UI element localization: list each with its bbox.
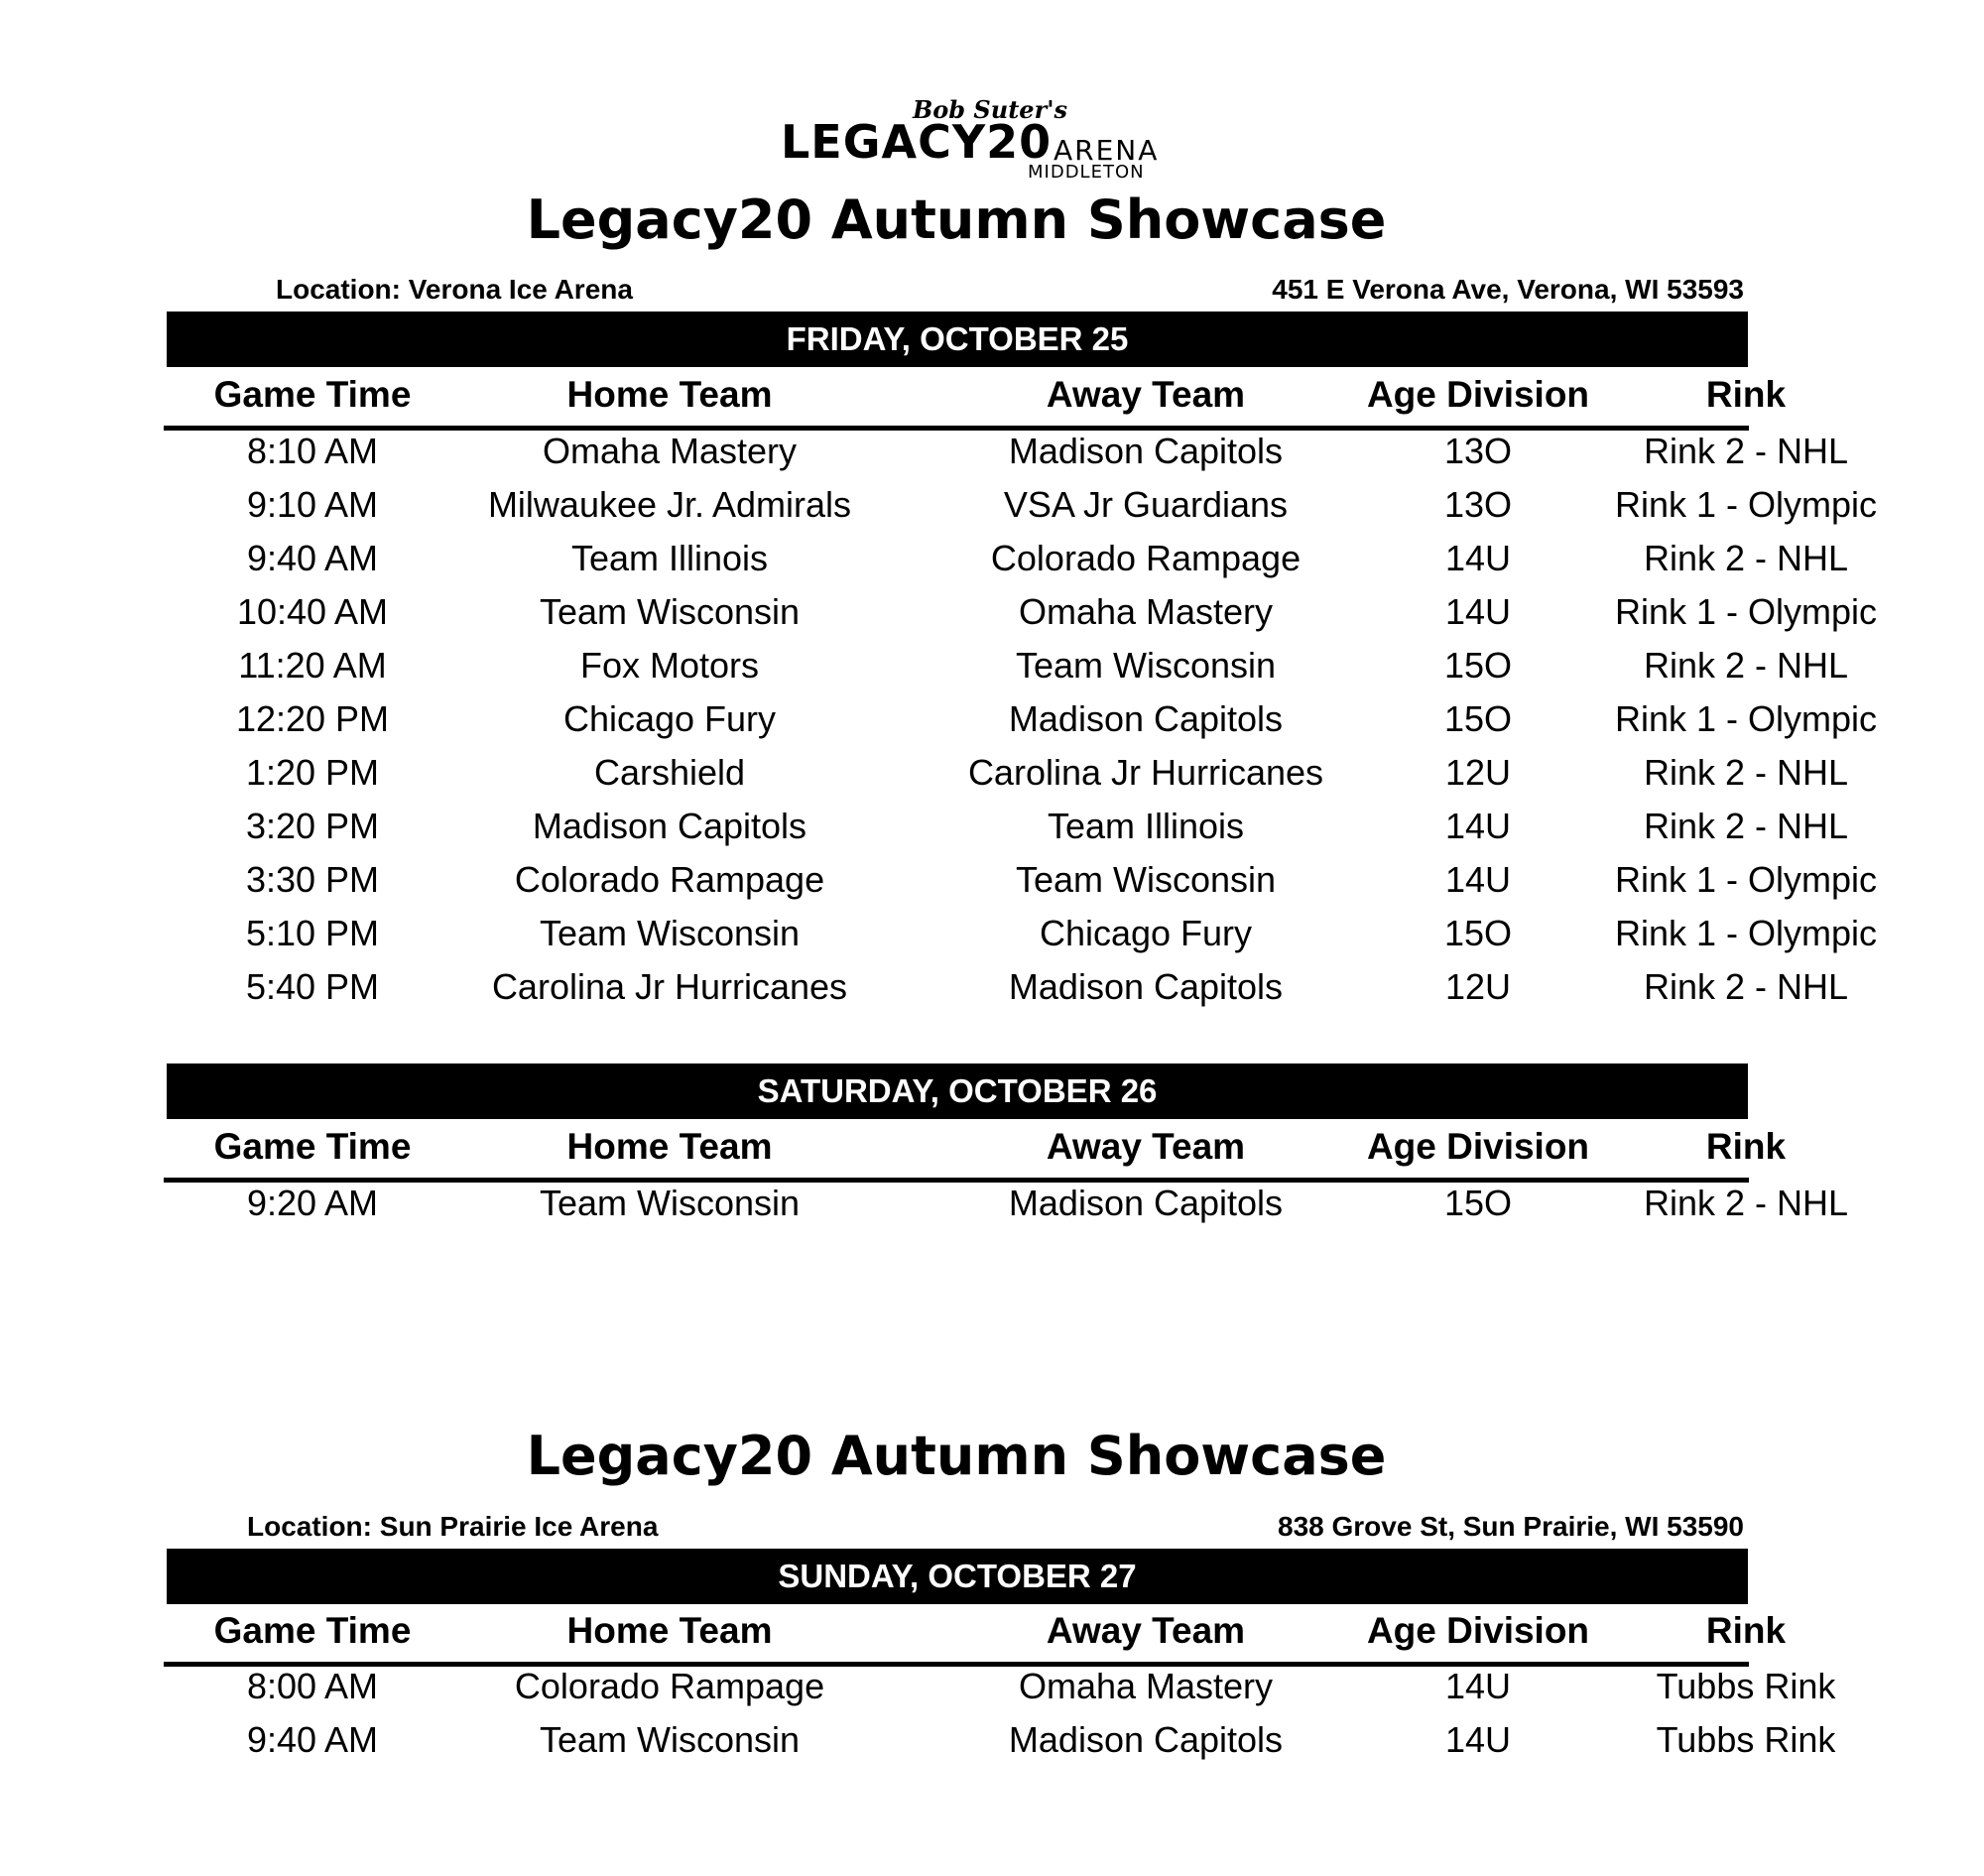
away-team: Madison Capitols: [1008, 431, 1284, 471]
game-row: [164, 639, 1849, 692]
location-address: 451 E Verona Ave, Verona, WI 53593: [1272, 274, 1744, 305]
game-time: 9:10 AM: [246, 484, 379, 525]
age-division: 15O: [1443, 645, 1513, 686]
rink: Rink 1 - Olympic: [1614, 913, 1878, 953]
day-header: FRIDAY, OCTOBER 25: [167, 312, 1748, 367]
away-team: Carolina Jr Hurricanes: [967, 752, 1324, 793]
age-division: 13O: [1443, 484, 1513, 525]
col-home-team: Home Team: [566, 1126, 773, 1167]
game-time: 9:40 AM: [246, 1719, 379, 1760]
home-team: Madison Capitols: [532, 806, 807, 846]
rink: Tubbs Rink: [1656, 1666, 1836, 1706]
col-away-team: Away Team: [1046, 1126, 1246, 1167]
rink: Rink 2 - NHL: [1643, 752, 1849, 793]
game-time: 9:20 AM: [246, 1183, 379, 1223]
game-row: [164, 1713, 1836, 1767]
rink: Rink 1 - Olympic: [1614, 859, 1878, 900]
game-row: [164, 800, 1849, 853]
rink: Rink 2 - NHL: [1643, 1183, 1849, 1223]
home-team: Chicago Fury: [562, 698, 777, 739]
day-header: SATURDAY, OCTOBER 26: [167, 1063, 1748, 1119]
age-division: 12U: [1444, 752, 1512, 793]
col-home-team: Home Team: [566, 374, 773, 415]
game-time: 5:10 PM: [245, 913, 380, 953]
home-team: Colorado Rampage: [514, 859, 825, 900]
col-rink: Rink: [1705, 374, 1787, 415]
home-team: Team Wisconsin: [539, 591, 801, 632]
age-division: 13O: [1443, 431, 1513, 471]
col-away-team: Away Team: [1046, 374, 1246, 415]
game-row: [164, 692, 1878, 746]
game-time: 10:40 AM: [236, 591, 389, 632]
game-time: 3:30 PM: [245, 859, 380, 900]
away-team: Madison Capitols: [1008, 1719, 1284, 1760]
logo-brand: LEGACY20: [781, 115, 1053, 169]
away-team: Madison Capitols: [1008, 966, 1284, 1007]
game-time: 11:20 AM: [238, 645, 387, 686]
game-time: 8:10 AM: [246, 431, 379, 471]
game-row: [164, 1177, 1849, 1230]
col-game-time: Game Time: [213, 1126, 412, 1167]
game-row: [164, 532, 1849, 585]
away-team: Team Illinois: [1047, 806, 1245, 846]
age-division: 14U: [1444, 591, 1512, 632]
game-time: 9:40 AM: [246, 538, 379, 578]
rink: Rink 2 - NHL: [1643, 645, 1849, 686]
game-time: 8:00 AM: [246, 1666, 379, 1706]
away-team: Omaha Mastery: [1018, 1666, 1274, 1706]
arena-logo: [781, 95, 1182, 185]
rink: Rink 2 - NHL: [1643, 431, 1849, 471]
game-row: [164, 960, 1849, 1014]
column-header-row: [164, 1116, 1787, 1183]
age-division: 12U: [1444, 966, 1512, 1007]
game-row: [164, 907, 1878, 960]
home-team: Team Wisconsin: [539, 1183, 801, 1223]
rink: Rink 2 - NHL: [1643, 966, 1849, 1007]
away-team: Colorado Rampage: [990, 538, 1302, 578]
logo-arena: ARENA: [1054, 134, 1160, 167]
location-name: Location: Verona Ice Arena: [276, 274, 633, 305]
away-team: VSA Jr Guardians: [1003, 484, 1289, 525]
game-time: 1:20 PM: [245, 752, 380, 793]
game-time: 3:20 PM: [245, 806, 380, 846]
rink: Rink 1 - Olympic: [1614, 698, 1878, 739]
event-title: Legacy20 Autumn Showcase: [526, 188, 1387, 251]
away-team: Chicago Fury: [1039, 913, 1253, 953]
home-team: Team Illinois: [570, 538, 769, 578]
rink: Rink 1 - Olympic: [1614, 484, 1878, 525]
age-division: 15O: [1443, 698, 1513, 739]
age-division: 14U: [1444, 1666, 1512, 1706]
location-name: Location: Sun Prairie Ice Arena: [247, 1511, 659, 1542]
home-team: Carolina Jr Hurricanes: [491, 966, 848, 1007]
day-header: SUNDAY, OCTOBER 27: [167, 1549, 1748, 1604]
game-time: 12:20 PM: [235, 698, 390, 739]
col-away-team: Away Team: [1046, 1610, 1246, 1651]
game-row: [164, 1660, 1836, 1713]
game-row: [164, 746, 1849, 800]
home-team: Team Wisconsin: [539, 1719, 801, 1760]
game-row: [164, 425, 1849, 478]
col-rink: Rink: [1705, 1610, 1787, 1651]
age-division: 14U: [1444, 1719, 1512, 1760]
col-age-division: Age Division: [1366, 1610, 1590, 1651]
location-address: 838 Grove St, Sun Prairie, WI 53590: [1278, 1511, 1744, 1542]
col-rink: Rink: [1705, 1126, 1787, 1167]
away-team: Madison Capitols: [1008, 1183, 1284, 1223]
home-team: Team Wisconsin: [539, 913, 801, 953]
col-age-division: Age Division: [1366, 1126, 1590, 1167]
age-division: 15O: [1443, 1183, 1513, 1223]
game-row: [164, 585, 1878, 639]
col-age-division: Age Division: [1366, 374, 1590, 415]
away-team: Team Wisconsin: [1015, 859, 1277, 900]
home-team: Carshield: [593, 752, 746, 793]
event-title: Legacy20 Autumn Showcase: [526, 1425, 1387, 1487]
away-team: Omaha Mastery: [1018, 591, 1274, 632]
column-header-row: [164, 364, 1787, 431]
col-home-team: Home Team: [566, 1610, 773, 1651]
rink: Rink 2 - NHL: [1643, 538, 1849, 578]
rink: Rink 1 - Olympic: [1614, 591, 1878, 632]
rink: Rink 2 - NHL: [1643, 806, 1849, 846]
home-team: Omaha Mastery: [542, 431, 798, 471]
game-row: [164, 478, 1878, 532]
rink: Tubbs Rink: [1656, 1719, 1836, 1760]
age-division: 14U: [1444, 859, 1512, 900]
home-team: Milwaukee Jr. Admirals: [487, 484, 852, 525]
age-division: 15O: [1443, 913, 1513, 953]
col-game-time: Game Time: [213, 1610, 412, 1651]
home-team: Colorado Rampage: [514, 1666, 825, 1706]
column-header-row: [164, 1600, 1787, 1667]
away-team: Madison Capitols: [1008, 698, 1284, 739]
game-time: 5:40 PM: [245, 966, 380, 1007]
col-game-time: Game Time: [213, 374, 412, 415]
away-team: Team Wisconsin: [1015, 645, 1277, 686]
age-division: 14U: [1444, 806, 1512, 846]
logo-script-text: Bob Suter's: [913, 95, 1068, 124]
age-division: 14U: [1444, 538, 1512, 578]
game-row: [164, 853, 1878, 907]
home-team: Fox Motors: [579, 645, 760, 686]
logo-city: MIDDLETON: [1028, 162, 1145, 183]
